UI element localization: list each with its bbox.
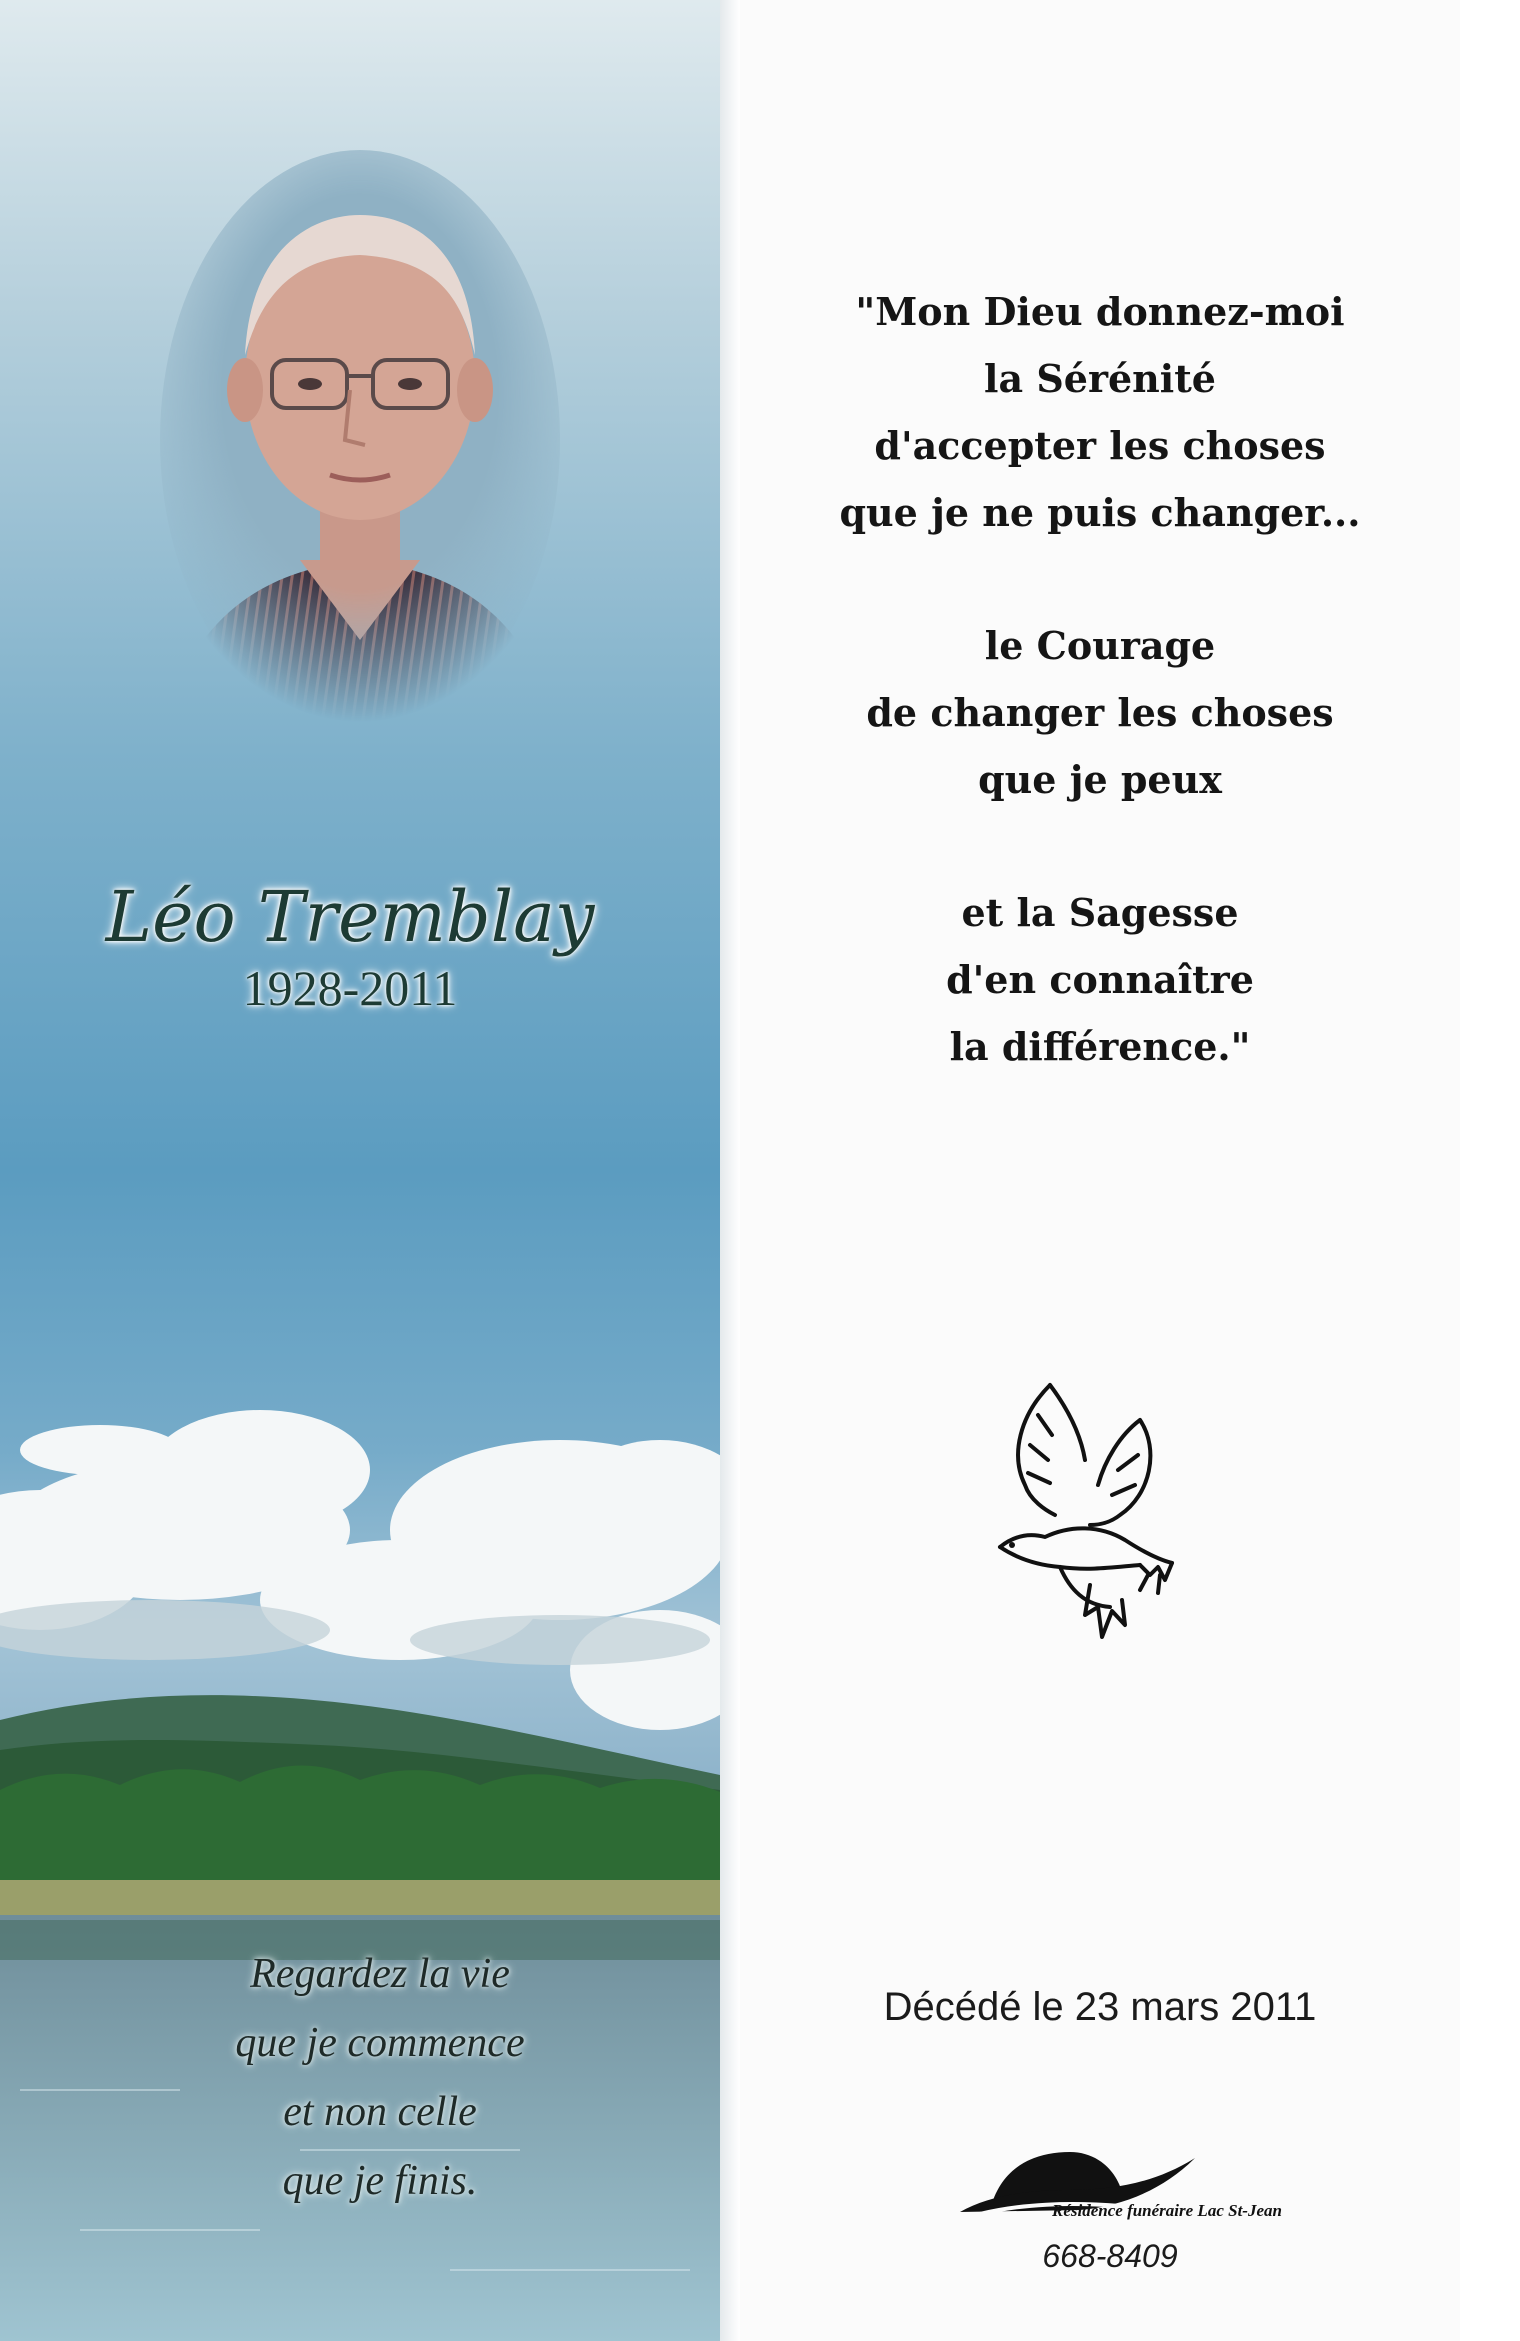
- life-dates: 1928-2011: [242, 960, 458, 1016]
- prayer-line: "Mon Dieu donnez-moi: [855, 289, 1345, 334]
- death-date: Décédé le 23 mars 2011: [883, 1985, 1317, 2029]
- dove-icon: [990, 1375, 1180, 1645]
- prayer-line: d'accepter les choses: [874, 423, 1326, 468]
- quote-line: Regardez la vie: [250, 1951, 510, 1997]
- prayer-line: que je peux: [978, 757, 1222, 802]
- memorial-photo-panel: [0, 0, 720, 2341]
- prayer-line: le Courage: [984, 623, 1216, 668]
- left-quote: [180, 1940, 580, 2216]
- page-margin: [1460, 0, 1520, 2341]
- quote-line: et non celle: [283, 2089, 477, 2135]
- portrait-photo: [150, 140, 570, 740]
- prayer-line: la Sérénité: [984, 356, 1216, 401]
- quote-line: que je finis.: [282, 2158, 478, 2204]
- panel-divider: [720, 0, 740, 2341]
- deceased-name: Léo Tremblay: [105, 876, 595, 958]
- prayer-panel: [740, 0, 1460, 2341]
- prayer-line: que je ne puis changer...: [839, 490, 1361, 535]
- funeral-home-name: Résidence funéraire Lac St-Jean: [1052, 2201, 1282, 2220]
- prayer-line: et la Sagesse: [961, 890, 1239, 935]
- prayer-line: de changer les choses: [866, 690, 1334, 735]
- prayer-line: d'en connaître: [946, 957, 1254, 1002]
- serenity-prayer: [740, 278, 1460, 1080]
- name-block: [100, 875, 600, 1017]
- prayer-line: la différence.": [949, 1024, 1251, 1069]
- phone-number: 668-8409: [1042, 2238, 1178, 2274]
- quote-line: que je commence: [235, 2020, 525, 2066]
